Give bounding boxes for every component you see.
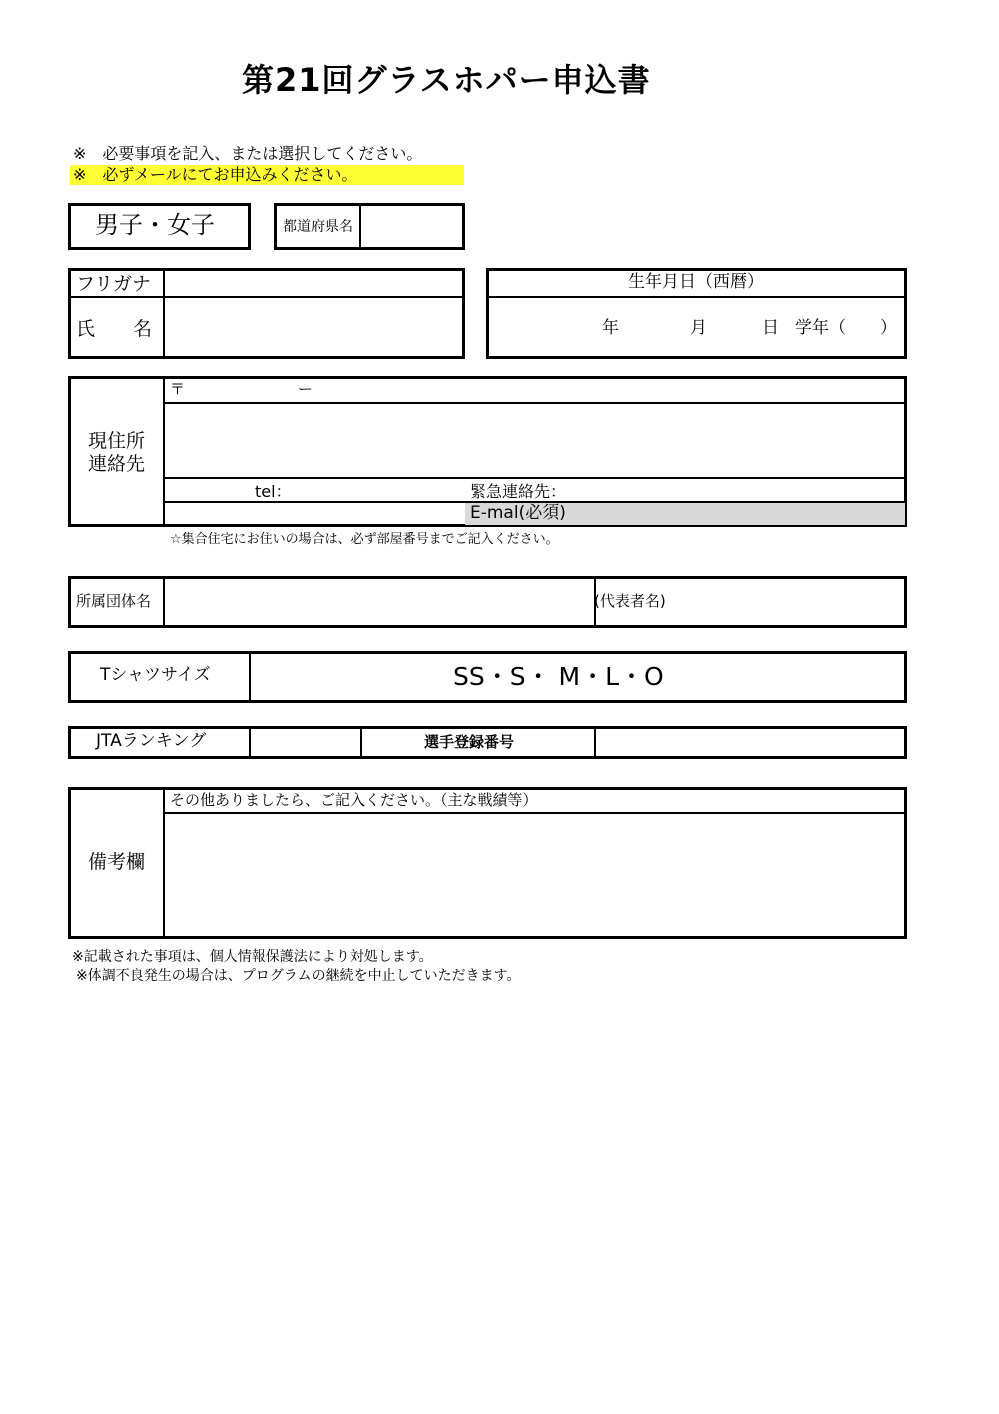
name-field[interactable]: [166, 299, 462, 356]
furigana-row-divider: [70, 296, 463, 298]
registration-number-label: 選手登録番号: [424, 733, 515, 751]
prefecture-divider: [359, 205, 361, 248]
birth-year-label[interactable]: 年: [602, 318, 619, 338]
email-label[interactable]: E-mal(必須): [470, 503, 566, 523]
remarks-hint: その他ありましたら、ご記入ください。（主な戦績等）: [170, 791, 538, 809]
organization-label: 所属団体名: [76, 592, 152, 610]
registration-label-right-divider: [594, 728, 596, 757]
grade-label[interactable]: 学年（ ）: [795, 318, 897, 338]
address-field[interactable]: [166, 405, 904, 476]
tshirt-size-options[interactable]: SS・S・ M・L・O: [453, 662, 664, 691]
prefecture-field[interactable]: [362, 206, 462, 247]
note-email-required: ※ 必ずメールにてお申込みください。: [73, 165, 358, 184]
prefecture-label: 都道府県名: [283, 219, 353, 235]
birthdate-label: 生年月日（西暦）: [628, 272, 764, 292]
address-label-line2: 連絡先: [88, 453, 146, 475]
organization-label-divider: [163, 578, 165, 626]
postal-mark: 〒: [170, 380, 186, 398]
jta-label-divider: [249, 728, 251, 757]
birth-month-label[interactable]: 月: [690, 318, 707, 338]
address-label-line1: 現住所: [88, 430, 146, 452]
address-note: ☆集合住宅にお住いの場合は、必ず部屋番号までご記入ください。: [170, 532, 559, 547]
name-label: 氏 名: [76, 318, 153, 340]
footer-health-note: ※体調不良発生の場合は、プログラムの継続を中止していただきます。: [76, 968, 521, 984]
tshirt-label-divider: [249, 653, 251, 701]
furigana-field[interactable]: [166, 271, 462, 295]
registration-label-left-divider: [360, 728, 362, 757]
furigana-label: フリガナ: [76, 273, 152, 295]
birthdate-divider: [488, 296, 905, 298]
address-row-divider: [165, 477, 905, 479]
page-title: 第21回グラスホパー申込書: [242, 61, 651, 99]
footer-privacy-note: ※記載された事項は、個人情報保護法により対処します。: [72, 949, 433, 965]
birth-day-label[interactable]: 日: [762, 318, 779, 338]
name-label-divider: [163, 270, 165, 357]
remarks-field[interactable]: [166, 815, 904, 936]
remarks-label: 備考欄: [88, 851, 146, 873]
emergency-contact-label[interactable]: 緊急連絡先：: [470, 482, 567, 501]
registration-number-field[interactable]: [597, 729, 904, 756]
note-required-fields: ※ 必要事項を記入、または選択してください。: [73, 144, 423, 163]
tshirt-label: Tシャツサイズ: [100, 665, 211, 685]
representative-label[interactable]: (代表者名): [594, 592, 666, 610]
jta-ranking-label: JTAランキング: [96, 731, 207, 751]
tel-label[interactable]: tel：: [255, 482, 292, 501]
postal-dash: ー: [298, 380, 314, 398]
gender-options[interactable]: 男子・女子: [95, 211, 215, 239]
postal-row-divider: [165, 402, 905, 404]
jta-ranking-field[interactable]: [252, 729, 359, 756]
remarks-hint-divider: [165, 812, 905, 814]
organization-field[interactable]: [166, 579, 592, 625]
